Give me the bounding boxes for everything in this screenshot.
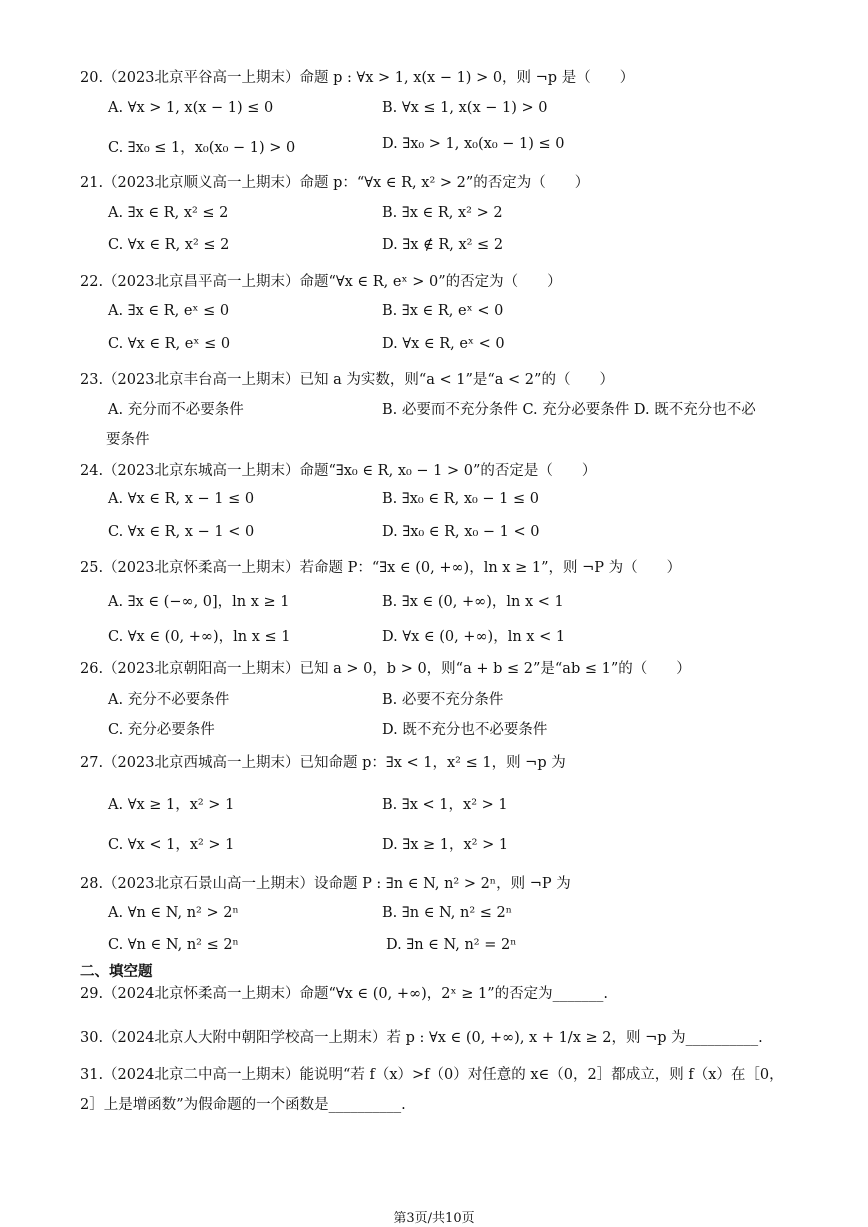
question-22-option-b: B. ∃x ∈ R, eˣ < 0 xyxy=(382,303,504,319)
question-21-option-a: A. ∃x ∈ R, x² ≤ 2 xyxy=(108,205,229,221)
question-25-option-b: B. ∃x ∈ (0, +∞)，ln x < 1 xyxy=(382,594,564,610)
question-29-stem: 29.（2024北京怀柔高一上期末）命题“∀x ∈ (0, +∞)，2ˣ ≥ 1”的否定为_______. xyxy=(80,986,608,1002)
question-25-option-a: A. ∃x ∈ (−∞, 0]，ln x ≥ 1 xyxy=(108,594,290,610)
question-22-option-c: C. ∀x ∈ R, eˣ ≤ 0 xyxy=(108,336,231,352)
question-20-option-c: C. ∃x₀ ≤ 1，x₀(x₀ − 1) > 0 xyxy=(108,140,296,156)
question-22-option-d: D. ∀x ∈ R, eˣ < 0 xyxy=(382,336,505,352)
question-23-option-bcd: B. 必要而不充分条件 C. 充分必要条件 D. 既不充分也不必 xyxy=(382,402,756,418)
question-25-option-d: D. ∀x ∈ (0, +∞)，ln x < 1 xyxy=(382,629,566,645)
question-26-option-d: D. 既不充分也不必要条件 xyxy=(382,722,548,738)
question-28-option-a: A. ∀n ∈ N, n² > 2ⁿ xyxy=(108,905,239,921)
question-28-option-c: C. ∀n ∈ N, n² ≤ 2ⁿ xyxy=(108,937,239,953)
question-21-option-d: D. ∃x ∉ R, x² ≤ 2 xyxy=(382,237,504,253)
question-23-option-a: A. 充分而不必要条件 xyxy=(108,402,244,418)
question-28-stem: 28.（2023北京石景山高一上期末）设命题 P : ∃n ∈ N, n² > 2ⁿ，则 ¬P 为 xyxy=(80,876,571,892)
question-26-option-b: B. 必要不充分条件 xyxy=(382,692,504,708)
question-24-option-b: B. ∃x₀ ∈ R, x₀ − 1 ≤ 0 xyxy=(382,491,539,507)
question-28-option-b: B. ∃n ∈ N, n² ≤ 2ⁿ xyxy=(382,905,513,921)
question-31-stem: 31.（2024北京二中高一上期末）能说明“若 f（x）>f（0）对任意的 x∈（0，2］都成立，则 f（x）在［0， xyxy=(80,1067,784,1083)
question-22-option-a: A. ∃x ∈ R, eˣ ≤ 0 xyxy=(108,303,230,319)
question-25-option-c: C. ∀x ∈ (0, +∞)，ln x ≤ 1 xyxy=(108,629,291,645)
question-24-stem: 24.（2023北京东城高一上期末）命题“∃x₀ ∈ R, x₀ − 1 > 0”的否定是（ ） xyxy=(80,463,597,479)
question-23-continuation: 要条件 xyxy=(106,432,150,448)
question-24-option-c: C. ∀x ∈ R, x − 1 < 0 xyxy=(108,524,255,540)
question-24-option-d: D. ∃x₀ ∈ R, x₀ − 1 < 0 xyxy=(382,524,540,540)
question-27-stem: 27.（2023北京西城高一上期末）已知命题 p：∃x < 1，x² ≤ 1，则 ¬p 为 xyxy=(80,755,566,771)
question-20-option-a: A. ∀x > 1, x(x − 1) ≤ 0 xyxy=(108,100,274,116)
question-27-option-a: A. ∀x ≥ 1，x² > 1 xyxy=(108,797,235,813)
question-24-option-a: A. ∀x ∈ R, x − 1 ≤ 0 xyxy=(108,491,255,507)
question-21-stem: 21.（2023北京顺义高一上期末）命题 p：“∀x ∈ R, x² > 2”的否定为（ ） xyxy=(80,175,590,191)
question-21-option-c: C. ∀x ∈ R, x² ≤ 2 xyxy=(108,237,230,253)
question-25-stem: 25.（2023北京怀柔高一上期末）若命题 P：“∃x ∈ (0, +∞)，ln x ≥ 1”，则 ¬P 为（ ） xyxy=(80,560,682,576)
section-title: 二、填空题 xyxy=(80,964,153,980)
question-20-stem: 20.（2023北京平谷高一上期末）命题 p : ∀x > 1, x(x − 1) > 0，则 ¬p 是（ ） xyxy=(80,70,635,86)
question-31-continuation: 2］上是增函数”为假命题的一个函数是__________. xyxy=(80,1097,406,1113)
question-27-option-b: B. ∃x < 1，x² > 1 xyxy=(382,797,508,813)
question-20-option-b: B. ∀x ≤ 1, x(x − 1) > 0 xyxy=(382,100,548,116)
question-30-stem: 30.（2024北京人大附中朝阳学校高一上期末）若 p : ∀x ∈ (0, +∞), x + 1/x ≥ 2，则 ¬p 为__________. xyxy=(80,1030,763,1046)
question-21-option-b: B. ∃x ∈ R, x² > 2 xyxy=(382,205,503,221)
question-20-option-d: D. ∃x₀ > 1, x₀(x₀ − 1) ≤ 0 xyxy=(382,136,565,152)
question-27-option-d: D. ∃x ≥ 1，x² > 1 xyxy=(382,837,509,853)
question-27-option-c: C. ∀x < 1，x² > 1 xyxy=(108,837,235,853)
question-26-stem: 26.（2023北京朝阳高一上期末）已知 a > 0，b > 0，则“a + b ≤ 2”是“ab ≤ 1”的（ ） xyxy=(80,661,691,677)
question-28-option-d: D. ∃n ∈ N, n² = 2ⁿ xyxy=(386,937,517,953)
question-26-option-a: A. 充分不必要条件 xyxy=(108,692,230,708)
question-23-stem: 23.（2023北京丰台高一上期末）已知 a 为实数，则“a < 1”是“a < 2”的（ ） xyxy=(80,372,614,388)
page-footer: 第3页/共10页 xyxy=(393,1211,475,1226)
question-22-stem: 22.（2023北京昌平高一上期末）命题“∀x ∈ R, eˣ > 0”的否定为（ ） xyxy=(80,274,562,290)
question-26-option-c: C. 充分必要条件 xyxy=(108,722,215,738)
